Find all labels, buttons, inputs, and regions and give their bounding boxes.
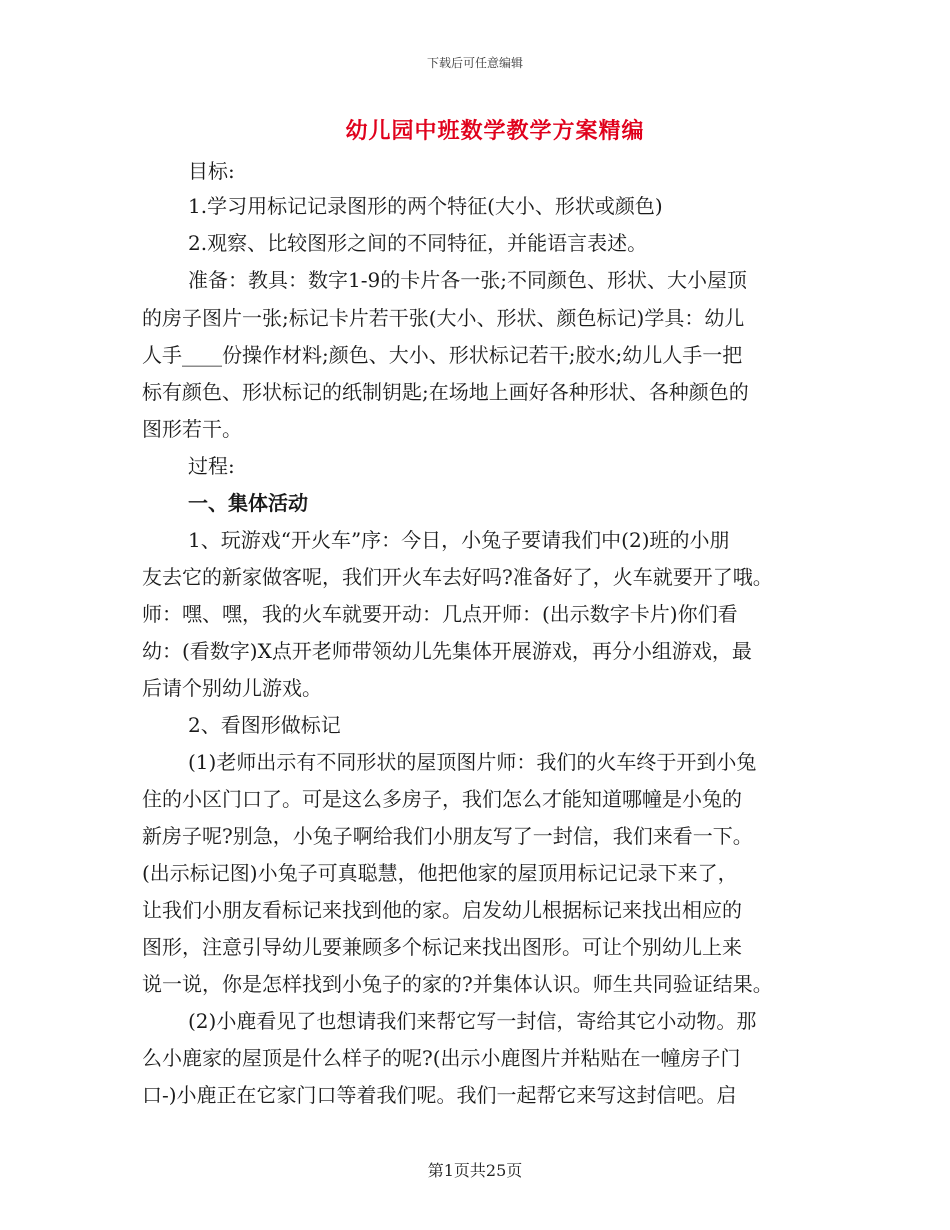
body-line: 口-)小鹿正在它家门口等着我们呢。我们一起帮它来写这封信吧。启 xyxy=(142,1083,737,1107)
body-line: 么小鹿家的屋顶是什么样子的呢?(出示小鹿图片并粘贴在一幢房子门 xyxy=(142,1046,741,1070)
body-line: 后请个别幼儿游戏。 xyxy=(142,676,322,700)
body-line: (出示标记图)小兔子可真聪慧，他把他家的屋顶用标记记录下来了， xyxy=(142,861,738,885)
body-line: 说一说，你是怎样找到小兔子的家的?并集体认识。师生共同验证结果。 xyxy=(142,972,773,996)
body-line: 2.观察、比较图形之间的不同特征，并能语言表述。 xyxy=(188,231,648,255)
body-line: 1、玩游戏“开火车”序：今日，小兔子要请我们中(2)班的小朋 xyxy=(188,528,730,552)
body-line: 2、看图形做标记 xyxy=(188,713,341,737)
body-line: 图形若干。 xyxy=(142,417,242,441)
body-line: 标有颜色、形状标记的纸制钥匙;在场地上画好各种形状、各种颜色的 xyxy=(142,380,749,404)
body-line: 图形，注意引导幼儿要兼顾多个标记来找出图形。可让个别幼儿上来 xyxy=(142,935,742,959)
document-title: 幼儿园中班数学教学方案精编 xyxy=(345,118,645,144)
body-line: 师：嘿、嘿，我的火车就要开动：几点开师：(出示数字卡片)你们看 xyxy=(142,602,738,626)
body-line: 1.学习用标记记录图形的两个特征(大小、形状或颜色) xyxy=(188,194,663,218)
body-line: 新房子呢?别急，小兔子啊给我们小朋友写了一封信，我们来看一下。 xyxy=(142,824,753,848)
section-heading: 一、集体活动 xyxy=(188,491,308,515)
body-line: 的房子图片一张;标记卡片若干张(大小、形状、颜色标记)学具：幼儿 xyxy=(142,306,745,330)
body-line: 让我们小朋友看标记来找到他的家。启发幼儿根据标记来找出相应的 xyxy=(142,898,742,922)
body-line: (2)小鹿看见了也想请我们来帮它写一封信，寄给其它小动物。那 xyxy=(188,1009,757,1033)
body-line: (1)老师出示有不同形状的屋顶图片师：我们的火车终于开到小兔 xyxy=(188,750,757,774)
body-line: 过程: xyxy=(188,454,235,478)
header-note: 下载后可任意编辑 xyxy=(426,56,523,70)
body-line: 准备：教具：数字1-9的卡片各一张;不同颜色、形状、大小屋顶 xyxy=(188,268,747,292)
body-line: 幼：(看数字)X点开老师带领幼儿先集体开展游戏，再分小组游戏，最 xyxy=(142,639,752,663)
body-line: 友去它的新家做客呢，我们开火车去好吗?准备好了，火车就要开了哦。 xyxy=(142,565,773,589)
page-footer: 第1页共25页 xyxy=(427,1161,523,1180)
body-line: 人手____份操作材料;颜色、大小、形状标记若干;胶水;幼儿人手一把 xyxy=(142,343,743,367)
body-line: 住的小区门口了。可是这么多房子，我们怎么才能知道哪幢是小兔的 xyxy=(142,787,742,811)
body-line: 目标: xyxy=(188,159,235,183)
